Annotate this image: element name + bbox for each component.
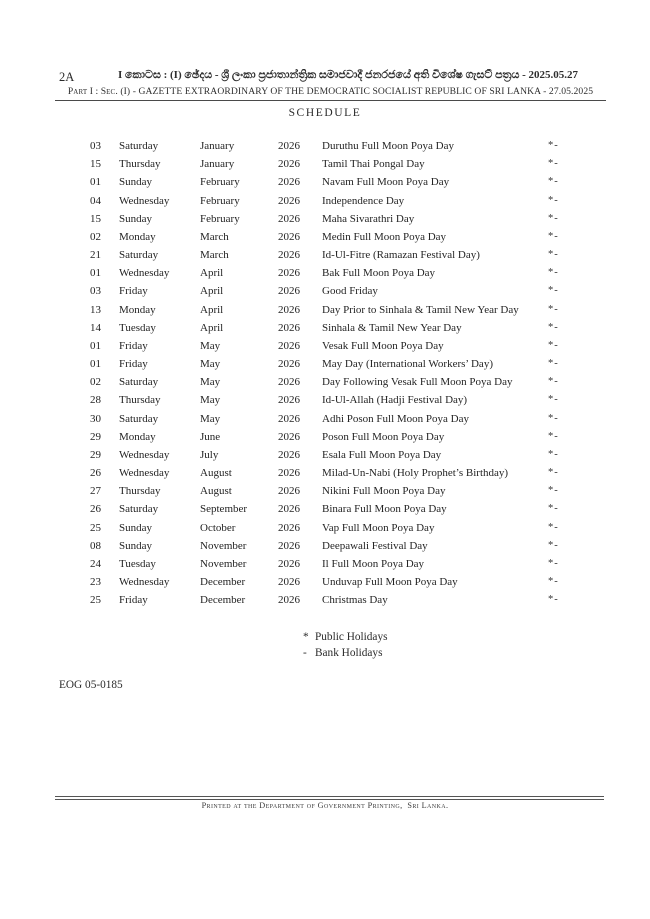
holiday-marks-cell: *- (548, 594, 559, 606)
holiday-name-cell: Tamil Thai Pongal Day (322, 158, 425, 171)
holiday-year-cell: 2026 (278, 576, 300, 589)
table-row (90, 319, 568, 337)
legend-bank-holidays (303, 645, 388, 661)
holiday-marks-cell: *- (548, 158, 559, 170)
bank-holiday-label: Bank Holidays (315, 647, 383, 660)
holiday-date-cell: 23 (90, 576, 101, 589)
holiday-year-cell: 2026 (278, 285, 300, 298)
holiday-day-cell: Wednesday (119, 576, 170, 589)
holiday-marks-cell: *- (548, 467, 559, 479)
table-row (90, 355, 568, 373)
holiday-year-cell: 2026 (278, 230, 300, 243)
holiday-year-cell: 2026 (278, 485, 300, 498)
holiday-date-cell: 29 (90, 448, 101, 461)
holiday-month-cell: February (200, 194, 240, 207)
holiday-day-cell: Friday (119, 594, 148, 607)
holiday-day-cell: Saturday (119, 503, 159, 516)
holiday-name-cell: Esala Full Moon Poya Day (322, 448, 442, 461)
holiday-day-cell: Monday (119, 230, 156, 243)
holiday-month-cell: September (200, 503, 248, 516)
legend (303, 629, 388, 662)
holiday-year-cell: 2026 (278, 394, 300, 407)
holiday-name-cell: Unduvap Full Moon Poya Day (322, 576, 458, 589)
holiday-date-cell: 15 (90, 212, 101, 225)
holiday-marks-cell: *- (548, 321, 559, 333)
holiday-marks-cell: *- (548, 376, 559, 388)
header-sinhala-title: I කොටස : (I) ඡේදය - ශ්‍රී ලංකා ප්‍රජාතාන්ත්‍රික සමාජවාදී ජනරජයේ අති විශේෂ ගැසට් පත්‍රය - 2025.05.27 (117, 69, 579, 81)
holiday-marks-cell: *- (548, 358, 559, 370)
table-row (90, 591, 568, 609)
holiday-year-cell: 2026 (278, 412, 300, 425)
holiday-day-cell: Sunday (119, 521, 152, 534)
table-row (90, 155, 568, 173)
holiday-year-cell: 2026 (278, 158, 300, 171)
holiday-date-cell: 26 (90, 467, 101, 480)
holiday-year-cell: 2026 (278, 339, 300, 352)
holiday-date-cell: 25 (90, 594, 101, 607)
table-row (90, 500, 568, 518)
holiday-marks-cell: *- (548, 176, 559, 188)
eog-reference: EOG 05-0185 (59, 679, 123, 691)
holiday-date-cell: 01 (90, 358, 101, 371)
table-row (90, 464, 568, 482)
table-row (90, 137, 568, 155)
holiday-year-cell: 2026 (278, 448, 300, 461)
table-row (90, 428, 568, 446)
holiday-year-cell: 2026 (278, 249, 300, 262)
holiday-name-cell: Christmas Day (322, 594, 388, 607)
holiday-name-cell: Milad-Un-Nabi (Holy Prophet’s Birthday) (322, 467, 509, 480)
holiday-date-cell: 15 (90, 158, 101, 171)
holiday-name-cell: Independence Day (322, 194, 405, 207)
holiday-day-cell: Sunday (119, 176, 152, 189)
holiday-year-cell: 2026 (278, 212, 300, 225)
header-english-title: Part I : Sec. (I) - GAZETTE EXTRAORDINARY OF THE DEMOCRATIC SOCIALIST REPUBLIC OF SRI LANKA - 27.05.2025 (67, 86, 594, 97)
holiday-name-cell: Id-Ul-Allah (Hadji Festival Day) (322, 394, 468, 407)
holiday-day-cell: Thursday (119, 485, 161, 498)
holiday-date-cell: 02 (90, 376, 101, 389)
holiday-year-cell: 2026 (278, 521, 300, 534)
holiday-date-cell: 28 (90, 394, 101, 407)
holiday-day-cell: Saturday (119, 249, 159, 262)
holiday-marks-cell: *- (548, 557, 559, 569)
holiday-name-cell: Sinhala & Tamil New Year Day (322, 321, 462, 334)
holiday-date-cell: 01 (90, 339, 101, 352)
footer-divider (55, 796, 604, 800)
holiday-day-cell: Saturday (119, 376, 159, 389)
holiday-marks-cell: *- (548, 212, 559, 224)
holiday-name-cell: Maha Sivarathri Day (322, 212, 415, 225)
holiday-date-cell: 14 (90, 321, 101, 334)
holiday-day-cell: Thursday (119, 394, 161, 407)
schedule-title: SCHEDULE (288, 107, 362, 119)
table-row (90, 482, 568, 500)
holiday-marks-cell: *- (548, 267, 559, 279)
holiday-year-cell: 2026 (278, 176, 300, 189)
holiday-day-cell: Tuesday (119, 557, 156, 570)
holiday-year-cell: 2026 (278, 557, 300, 570)
holiday-year-cell: 2026 (278, 267, 300, 280)
header-divider (55, 100, 606, 101)
holiday-name-cell: Vesak Full Moon Poya Day (322, 339, 444, 352)
holiday-marks-cell: *- (548, 194, 559, 206)
holiday-year-cell: 2026 (278, 430, 300, 443)
holiday-day-cell: Wednesday (119, 267, 170, 280)
holiday-marks-cell: *- (548, 285, 559, 297)
holiday-month-cell: April (200, 321, 224, 334)
holiday-month-cell: May (200, 412, 221, 425)
holiday-date-cell: 27 (90, 485, 101, 498)
holiday-month-cell: December (200, 594, 246, 607)
bank-holiday-symbol: - (303, 647, 307, 660)
holiday-date-cell: 30 (90, 412, 101, 425)
holiday-month-cell: January (200, 140, 235, 152)
table-row (90, 192, 568, 210)
holiday-name-cell: May Day (International Workers’ Day) (322, 358, 493, 371)
holiday-date-cell: 02 (90, 230, 101, 243)
holiday-day-cell: Friday (119, 358, 148, 371)
holiday-month-cell: November (200, 539, 247, 552)
holiday-marks-cell: *- (548, 576, 559, 588)
table-row (90, 301, 568, 319)
holiday-month-cell: April (200, 285, 224, 298)
holiday-day-cell: Thursday (119, 158, 161, 171)
holiday-day-cell: Sunday (119, 539, 152, 552)
holiday-marks-cell: *- (548, 230, 559, 242)
holiday-marks-cell: *- (548, 485, 559, 497)
table-row (90, 391, 568, 409)
holiday-date-cell: 01 (90, 267, 101, 280)
holiday-year-cell: 2026 (278, 194, 300, 207)
holiday-month-cell: January (200, 158, 235, 171)
holiday-date-cell: 13 (90, 303, 101, 316)
holiday-marks-cell: *- (548, 448, 559, 460)
holiday-month-cell: July (200, 448, 219, 461)
holiday-date-cell: 03 (90, 140, 101, 152)
holiday-date-cell: 03 (90, 285, 101, 298)
holiday-name-cell: Nikini Full Moon Poya Day (322, 485, 446, 498)
holiday-year-cell: 2026 (278, 321, 300, 334)
holiday-day-cell: Saturday (119, 412, 159, 425)
page-number: 2A (59, 70, 75, 84)
holiday-day-cell: Tuesday (119, 321, 156, 334)
holiday-month-cell: November (200, 557, 247, 570)
holiday-month-cell: December (200, 576, 246, 589)
holiday-day-cell: Wednesday (119, 448, 170, 461)
holiday-name-cell: Deepawali Festival Day (322, 539, 428, 552)
holiday-day-cell: Monday (119, 303, 156, 316)
table-row (90, 210, 568, 228)
holiday-marks-cell: *- (548, 140, 559, 151)
public-holiday-symbol: * (303, 631, 309, 643)
holiday-marks-cell: *- (548, 303, 559, 315)
holiday-year-cell: 2026 (278, 503, 300, 516)
table-row (90, 446, 568, 464)
holiday-date-cell: 01 (90, 176, 101, 189)
holiday-year-cell: 2026 (278, 358, 300, 371)
holiday-month-cell: March (200, 230, 229, 243)
holiday-year-cell: 2026 (278, 140, 300, 152)
table-row (90, 173, 568, 191)
holiday-table (90, 137, 568, 609)
holiday-year-cell: 2026 (278, 376, 300, 389)
holiday-name-cell: Il Full Moon Poya Day (322, 557, 425, 570)
holiday-year-cell: 2026 (278, 303, 300, 316)
table-row (90, 537, 568, 555)
table-row (90, 228, 568, 246)
holiday-name-cell: Navam Full Moon Poya Day (322, 176, 450, 189)
holiday-month-cell: April (200, 303, 224, 316)
holiday-name-cell: Bak Full Moon Poya Day (322, 267, 436, 280)
holiday-marks-cell: *- (548, 249, 559, 261)
holiday-month-cell: February (200, 176, 240, 189)
holiday-name-cell: Vap Full Moon Poya Day (322, 521, 435, 534)
holiday-marks-cell: *- (548, 339, 559, 351)
holiday-month-cell: May (200, 376, 221, 389)
holiday-day-cell: Friday (119, 285, 148, 298)
holiday-month-cell: October (200, 521, 236, 534)
holiday-marks-cell: *- (548, 430, 559, 442)
holiday-date-cell: 24 (90, 557, 101, 570)
holiday-date-cell: 08 (90, 539, 101, 552)
holiday-day-cell: Saturday (119, 140, 159, 152)
legend-public-holidays (303, 629, 388, 645)
holiday-day-cell: Wednesday (119, 194, 170, 207)
table-row (90, 573, 568, 591)
holiday-day-cell: Wednesday (119, 467, 170, 480)
holiday-year-cell: 2026 (278, 594, 300, 607)
table-row (90, 264, 568, 282)
holiday-month-cell: May (200, 358, 221, 371)
holiday-name-cell: Id-Ul-Fitre (Ramazan Festival Day) (322, 249, 480, 262)
holiday-name-cell: Day Prior to Sinhala & Tamil New Year Day (322, 303, 519, 316)
holiday-name-cell: Binara Full Moon Poya Day (322, 503, 447, 516)
holiday-year-cell: 2026 (278, 539, 300, 552)
holiday-name-cell: Adhi Poson Full Moon Poya Day (322, 412, 469, 425)
holiday-month-cell: February (200, 212, 240, 225)
holiday-name-cell: Good Friday (322, 285, 378, 298)
holiday-date-cell: 29 (90, 430, 101, 443)
holiday-month-cell: May (200, 339, 221, 352)
holiday-marks-cell: *- (548, 394, 559, 406)
holiday-date-cell: 21 (90, 249, 101, 262)
holiday-name-cell: Day Following Vesak Full Moon Poya Day (322, 376, 513, 389)
holiday-day-cell: Sunday (119, 212, 152, 225)
holiday-date-cell: 25 (90, 521, 101, 534)
holiday-day-cell: Friday (119, 339, 148, 352)
holiday-month-cell: April (200, 267, 224, 280)
table-row (90, 246, 568, 264)
table-row (90, 555, 568, 573)
table-row (90, 519, 568, 537)
table-row (90, 373, 568, 391)
table-row (90, 337, 568, 355)
holiday-marks-cell: *- (548, 503, 559, 515)
holiday-month-cell: June (200, 430, 221, 443)
table-row (90, 410, 568, 428)
holiday-name-cell: Duruthu Full Moon Poya Day (322, 140, 454, 152)
holiday-marks-cell: *- (548, 412, 559, 424)
holiday-date-cell: 04 (90, 194, 101, 207)
holiday-year-cell: 2026 (278, 467, 300, 480)
holiday-name-cell: Medin Full Moon Poya Day (322, 230, 447, 243)
holiday-month-cell: August (200, 467, 232, 480)
holiday-date-cell: 26 (90, 503, 101, 516)
printer-imprint: Printed at the Department of Government Printing, Sri Lanka. (201, 801, 449, 810)
holiday-month-cell: May (200, 394, 221, 407)
holiday-day-cell: Monday (119, 430, 156, 443)
holiday-marks-cell: *- (548, 539, 559, 551)
holiday-month-cell: August (200, 485, 232, 498)
table-row (90, 282, 568, 300)
holiday-marks-cell: *- (548, 521, 559, 533)
holiday-month-cell: March (200, 249, 229, 262)
public-holiday-label: Public Holidays (315, 631, 388, 643)
holiday-name-cell: Poson Full Moon Poya Day (322, 430, 445, 443)
